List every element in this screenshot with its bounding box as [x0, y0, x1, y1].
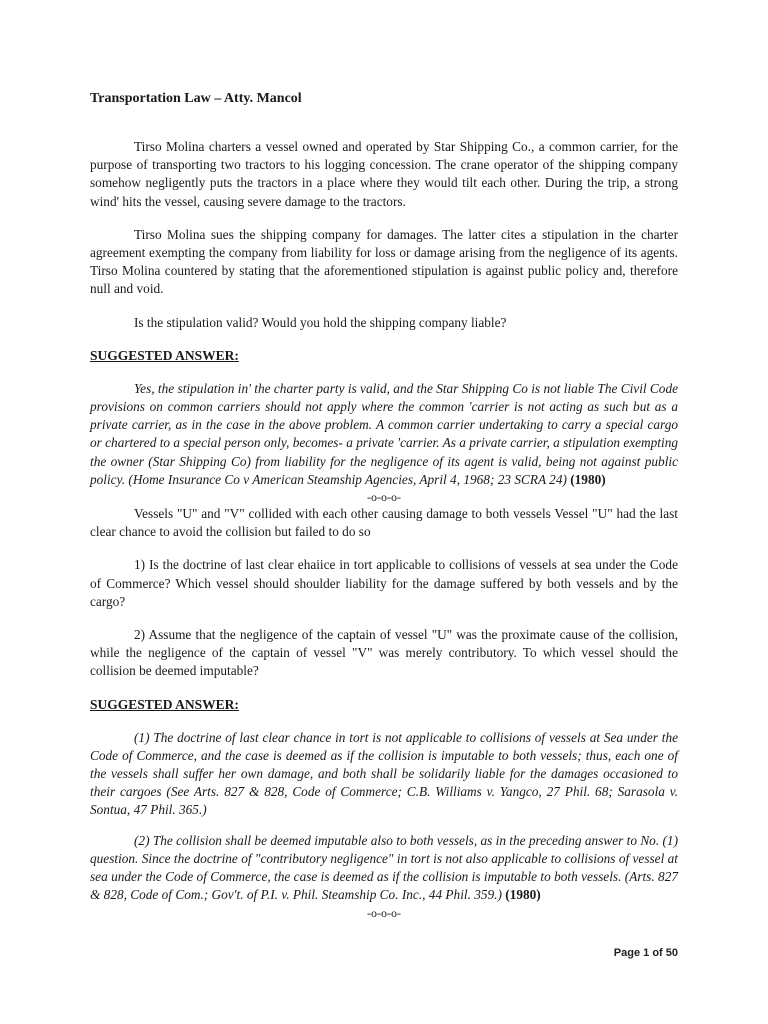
page-header-title: Transportation Law – Atty. Mancol	[90, 91, 302, 106]
q1-question: Is the stipulation valid? Would you hold the shipping company liable?	[134, 314, 507, 330]
q2-year: (1980)	[505, 887, 541, 903]
q2-suggested-answer-heading: SUGGESTED ANSWER:	[90, 696, 239, 712]
q1-paragraph-2: Tirso Molina sues the shipping company for damages. The latter cites a stipulation in the charter agreement exempting the company from liability for loss or damage arising from the negligence of its agents. Tirso Molina countered by stating that the aforementioned stipulation is against public policy and, therefore null and void.	[90, 226, 678, 297]
q1-paragraph-1: Tirso Molina charters a vessel owned and operated by Star Shipping Co., a common carrier, for the purpose of transporting two tractors to his logging concession. The crane operator of the shipping company somehow negligently puts the tractors in a place where they would tilt each other. During the trip, a strong wind' hits the vessel, causing severe damage to the tractors.	[90, 139, 678, 209]
q2-paragraph-1: Vessels "U" and "V" collided with each other causing damage to both vessels Vessel "U" had the last clear chance to avoid the collision but failed to do so	[90, 506, 678, 540]
q2-answer-2	[90, 832, 678, 905]
q2-answer-1: (1) The doctrine of last clear chance in tort is not applicable to collisions of vessels at Sea under the Code of Commerce, and the case is deemed as if the collision is imputable to both vessels; thus, each one of the vessels shall suffer her own damage, and both shall be solidarily liable for the damages occasioned to their cargoes (See Arts. 827 & 828, Code of Commerce; C.B. Williams v. Yangco, 27 Phil. 68; Sarasola v. Sontua, 47 Phil. 365.)	[90, 729, 678, 818]
q1-answer	[90, 380, 678, 489]
q1-year: (1980)	[570, 471, 606, 487]
q1-suggested-answer-heading: SUGGESTED ANSWER:	[90, 347, 239, 363]
q2-answer-2-text: (2) The collision shall be deemed imputable also to both vessels, as in the preceding answer to No. (1) question. Since the doctrine of "contributory negligence" in tort is not also applicable to collisions of vessel at sea under the Code of Commerce, the case is deemed as if the collision is imputable to both vessels. (Arts. 827 & 828, Code of Com.; Gov't. of P.I. v. Phil. Steamship Co. Inc., 44 Phil. 359.)	[90, 832, 678, 903]
separator-1: -o-o-o-	[367, 490, 401, 505]
document-page	[90, 90, 678, 921]
q2-paragraph-3: 2) Assume that the negligence of the captain of vessel "U" was the proximate cause of the collision, while the negligence of the captain of vessel "V" was merely contributory. To which vessel should the collision be deemed imputable?	[90, 627, 678, 679]
separator-2: -o-o-o-	[367, 905, 401, 920]
q2-paragraph-2: 1) Is the doctrine of last clear ehaiice in tort applicable to collisions of vessels at sea under the Code of Commerce? Which vessel should shoulder liability for the damage suffered by both vessels and by the cargo?	[90, 557, 678, 609]
page-number: Page 1 of 50	[613, 947, 678, 959]
q1-answer-text: Yes, the stipulation in' the charter party is valid, and the Star Shipping Co is not liable The Civil Code provisions on common carriers should not apply where the common 'carrier is not acting as such but as a private carrier, as in the case in the above problem. A common carrier undertaking to carry a special cargo or chartered to a special person only, becomes- a private 'carrier. As a private carrier, a stipulation exempting the owner (Star Shipping Co) from liability for the negligence of its agent is valid, being not against public policy. (Home Insurance Co v American Steamship Agencies, April 4, 1968; 23 SCRA 24)	[90, 380, 678, 487]
